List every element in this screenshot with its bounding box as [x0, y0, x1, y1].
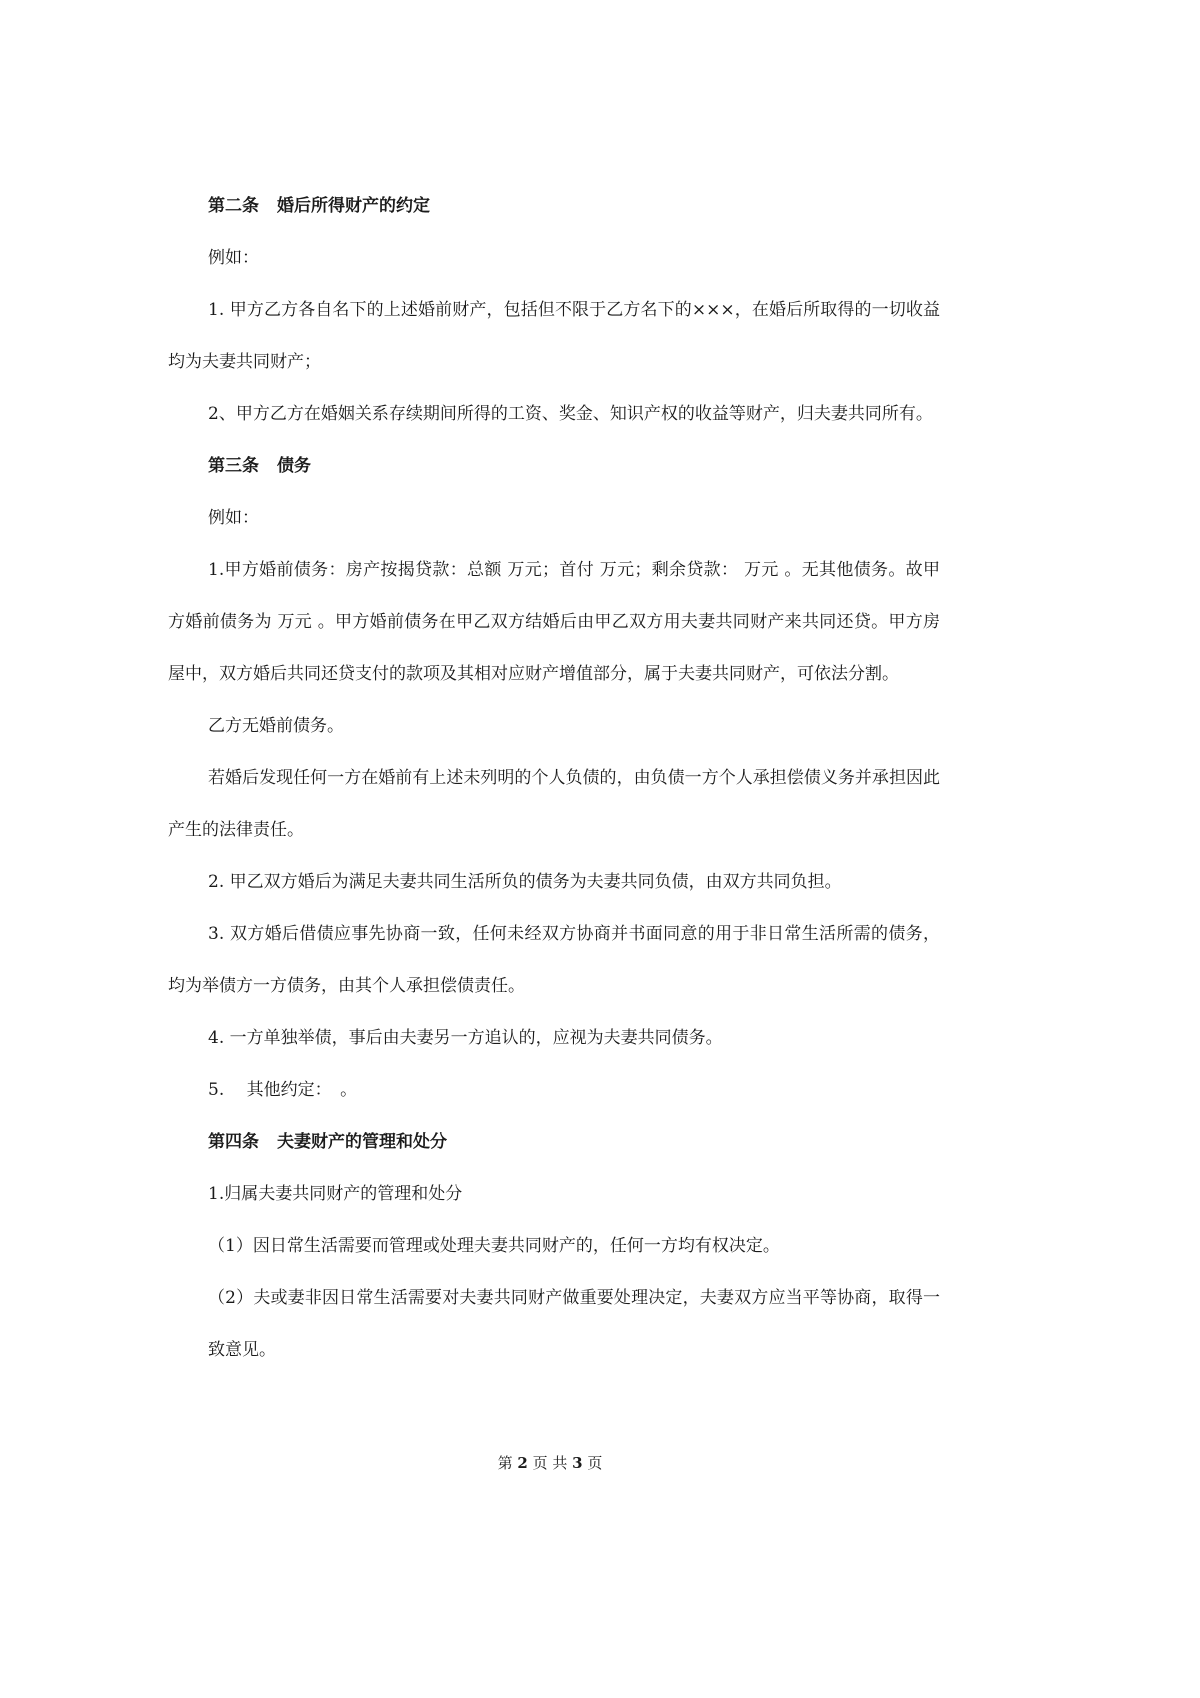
article-2-heading: [168, 180, 940, 232]
article-number: 第二条: [208, 196, 259, 216]
article-title: 婚后所得财产的约定: [277, 196, 430, 216]
paragraph: 乙方无婚前债务。: [208, 716, 344, 736]
paragraph: 3. 双方婚后借债应事先协商一致，任何未经双方协商并书面同意的用于非日常生活所需的债务，均为举债方一方债务，由其个人承担偿债责任。: [168, 924, 940, 996]
example-label: 例如：: [208, 248, 259, 268]
paragraph: （1）因日常生活需要而管理或处理夫妻共同财产的，任何一方均有权决定。: [208, 1236, 780, 1256]
article-3-heading: [168, 440, 940, 492]
paragraph: 5. 其他约定： 。: [208, 1080, 358, 1100]
total-page-number: 3: [572, 1454, 583, 1472]
paragraph: 2、甲方乙方在婚姻关系存续期间所得的工资、奖金、知识产权的收益等财产，归夫妻共同所有。: [208, 404, 933, 424]
page-footer: [0, 1452, 1100, 1473]
paragraph: （2）夫或妻非因日常生活需要对夫妻共同财产做重要处理决定，夫妻双方应当平等协商，取得一致意见。: [208, 1288, 940, 1360]
document-body: [168, 180, 940, 1376]
current-page-number: 2: [517, 1454, 528, 1472]
paragraph: 2. 甲乙双方婚后为满足夫妻共同生活所负的债务为夫妻共同负债，由双方共同负担。: [208, 872, 842, 892]
footer-suffix: 页: [587, 1454, 603, 1472]
footer-middle: 页 共: [532, 1454, 568, 1472]
paragraph: 1.归属夫妻共同财产的管理和处分: [208, 1184, 463, 1204]
article-number: 第四条: [208, 1132, 259, 1152]
example-label: 例如：: [208, 508, 259, 528]
paragraph: 1.甲方婚前债务：房产按揭贷款：总额 万元；首付 万元；剩余贷款： 万元 。无其他债务。故甲方婚前债务为 万元 。甲方婚前债务在甲乙双方结婚后由甲乙双方用夫妻共同财产来共同还贷。甲方房屋中，双方婚后共同还贷支付的款项及其相对应财产增值部分，属于夫妻共同财产，可依法分割。: [168, 560, 940, 684]
footer-prefix: 第: [497, 1454, 513, 1472]
paragraph: 4. 一方单独举债，事后由夫妻另一方追认的，应视为夫妻共同债务。: [208, 1028, 723, 1048]
paragraph: 1. 甲方乙方各自名下的上述婚前财产，包括但不限于乙方名下的×××，在婚后所取得的一切收益均为夫妻共同财产；: [168, 300, 940, 372]
article-number: 第三条: [208, 456, 259, 476]
article-4-heading: [168, 1116, 940, 1168]
article-title: 债务: [277, 456, 311, 476]
paragraph: 若婚后发现任何一方在婚前有上述未列明的个人负债的，由负债一方个人承担偿债义务并承担因此产生的法律责任。: [168, 768, 940, 840]
article-title: 夫妻财产的管理和处分: [277, 1132, 447, 1152]
